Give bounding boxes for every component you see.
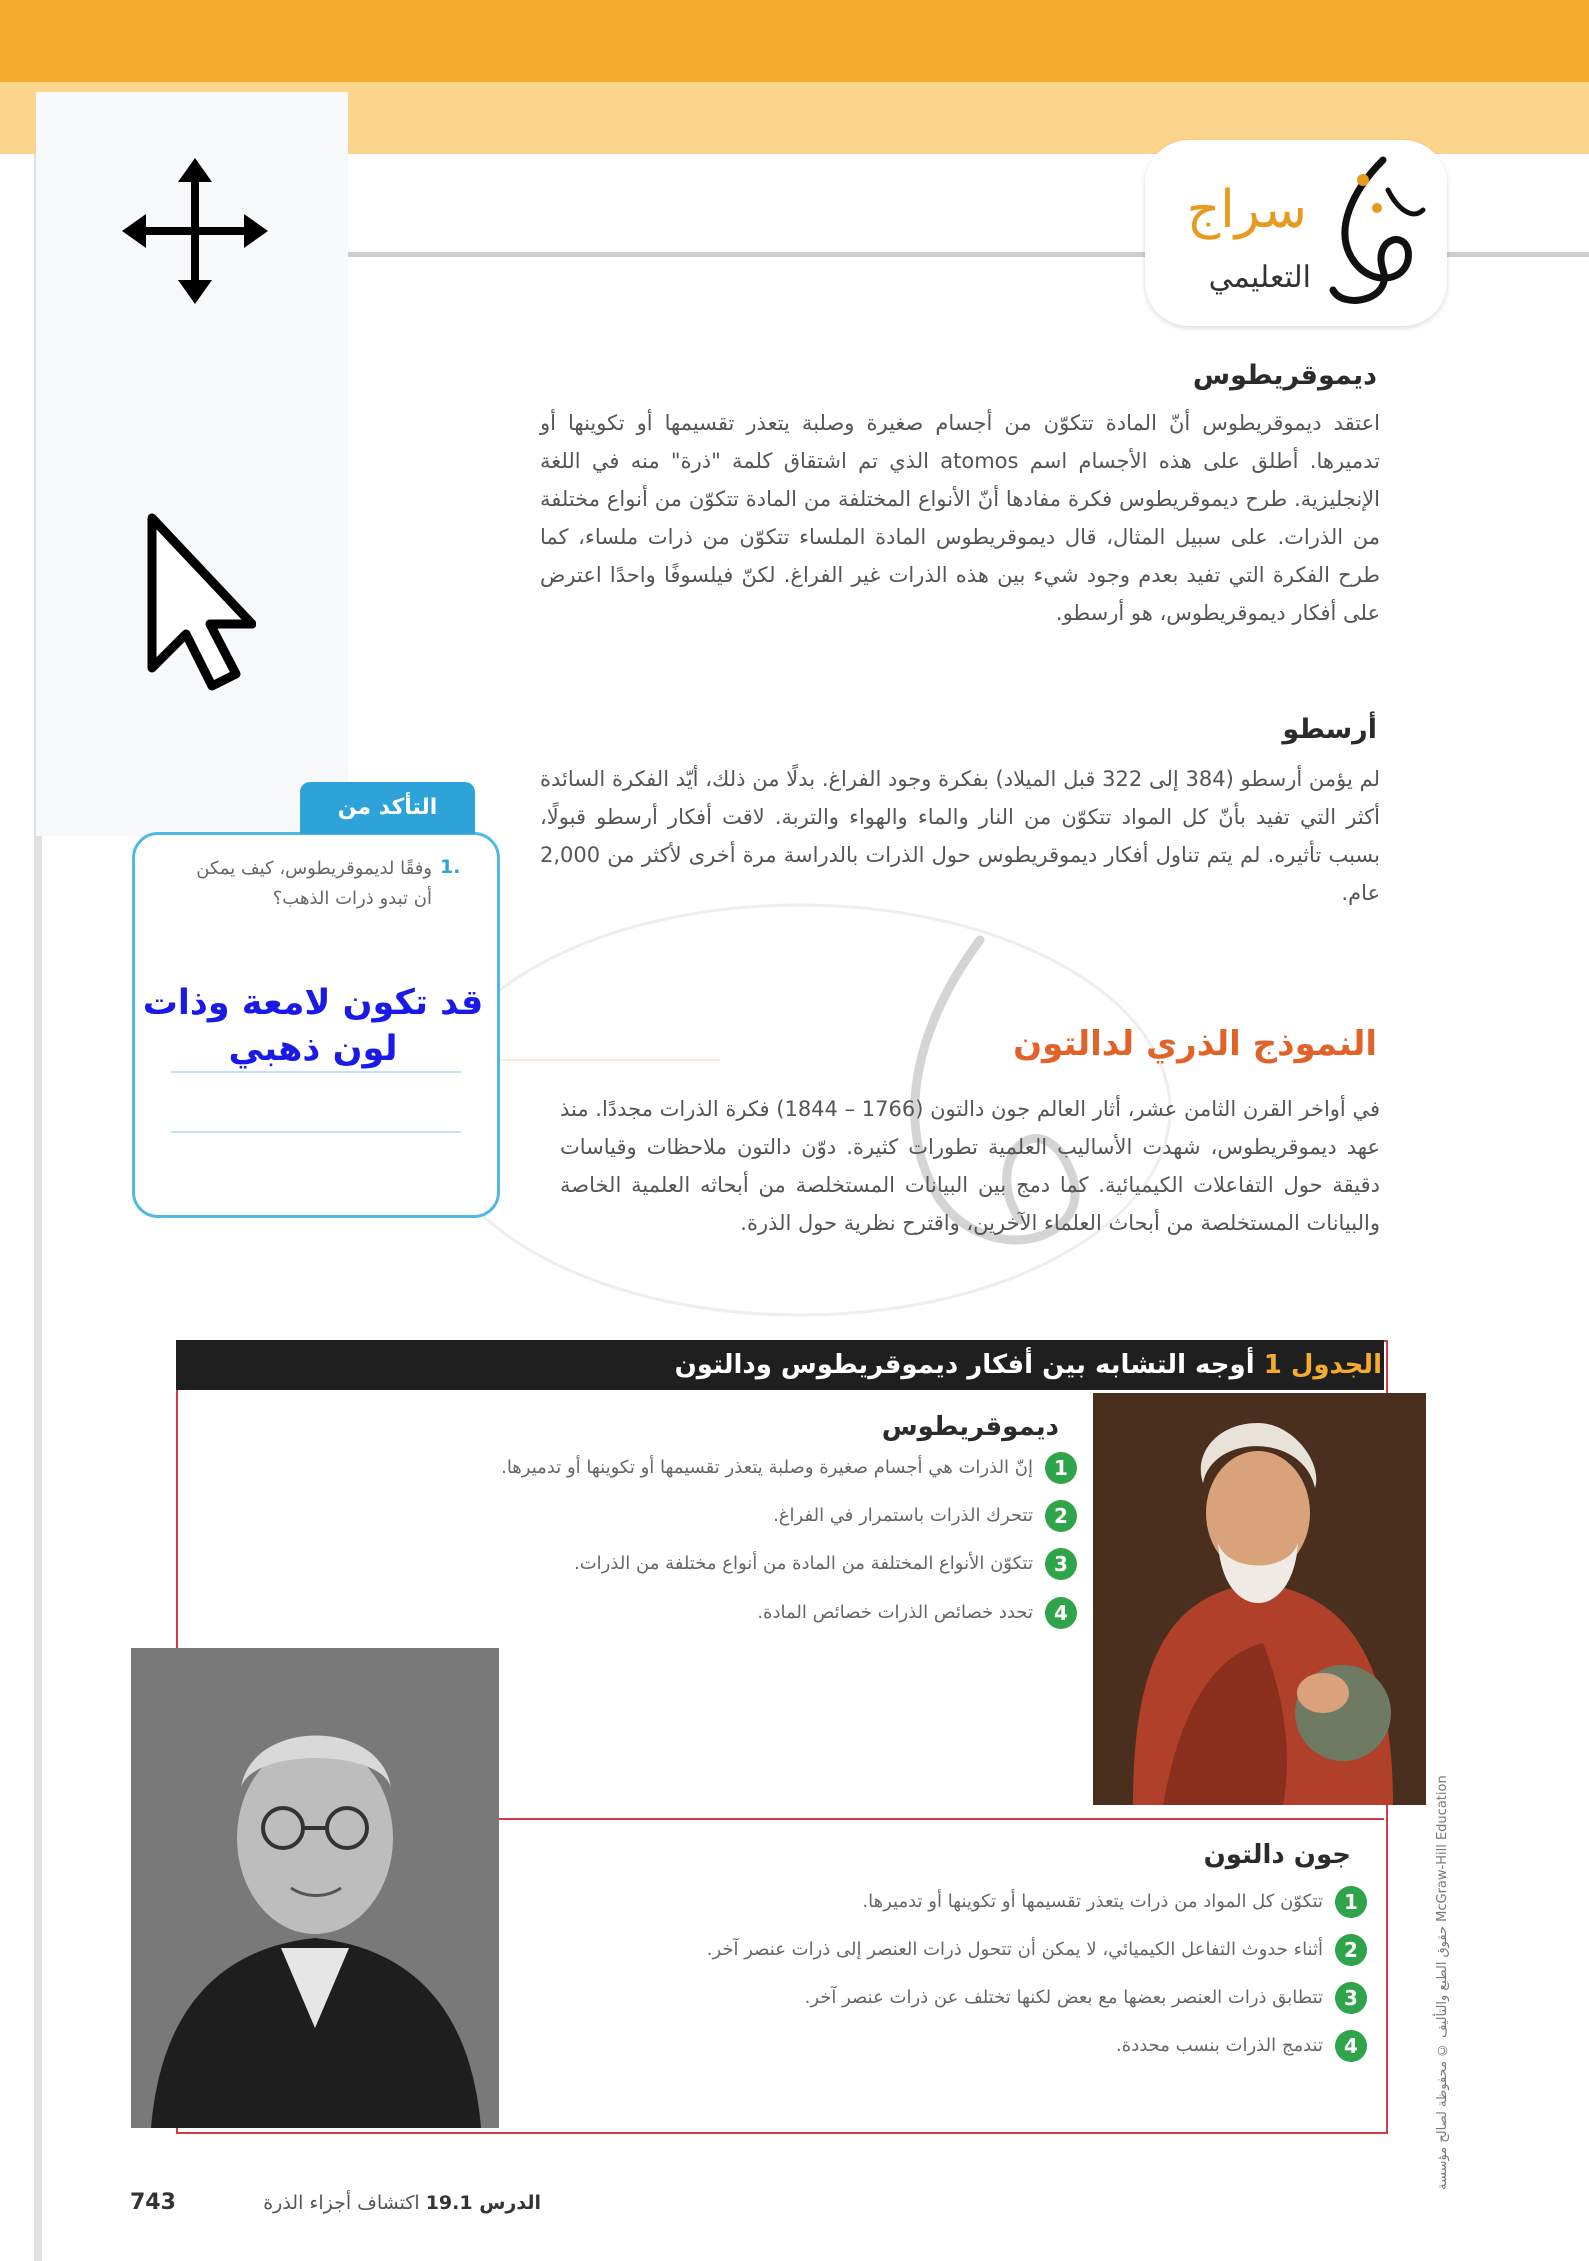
dalton-title: النموذج الذري لدالتون <box>1013 1024 1377 1064</box>
democritus-title: ديموقريطوس <box>1192 360 1377 391</box>
tool-overlay-panel <box>36 92 348 836</box>
move-icon[interactable] <box>120 156 270 306</box>
list-item: 3تتطابق ذرات العنصر بعضها مع بعض لكنها تختلف عن ذرات عنصر آخر. <box>805 1982 1367 2014</box>
sidebar-question: وفقًا لديموقريطوس، كيف يمكن أن تبدو ذرات الذهب؟ <box>196 858 432 909</box>
dalton-body: في أواخر القرن الثامن عشر، أثار العالم جون دالتون (1766 – 1844) فكرة الذرات مجددًا. منذ عهد ديموقريطوس، شهدت الأساليب العلمية تطورات كثيرة. دوّن دالتون ملاحظات وقياسات دقيقة حول التفاعلات الكيميائية. كما دمج بين البيانات المستخلصة من أبحاثه العلمية الخاصة والبيانات المستخلصة من أبحاث العلماء الآخرين، واقترح نظرية حول الذرة. <box>560 1097 1380 1235</box>
footer-lesson: الدرس 19.1 اكتشاف أجزاء الذرة <box>263 2192 541 2214</box>
answer-line <box>171 1131 461 1133</box>
number-badge: 4 <box>1045 1597 1077 1629</box>
democritus-portrait <box>1093 1393 1426 1805</box>
siraj-logo <box>1145 140 1447 326</box>
logo-subtitle: التعليمي <box>1208 260 1311 295</box>
page-number: 743 <box>130 2190 176 2215</box>
table-dalton-heading: جون دالتون <box>1203 1840 1351 1870</box>
list-item: 4تحدد خصائص الذرات خصائص المادة. <box>757 1597 1077 1629</box>
number-badge: 1 <box>1335 1886 1367 1918</box>
number-badge: 4 <box>1335 2030 1367 2062</box>
top-orange-band <box>0 0 1589 82</box>
aristotle-title: أرسطو <box>1282 714 1377 745</box>
list-item: 2أثناء حدوث التفاعل الكيميائي، لا يمكن أن تتحول ذرات العنصر إلى ذرات عنصر آخر. <box>707 1934 1367 1966</box>
number-badge: 2 <box>1335 1934 1367 1966</box>
list-item: 1تتكوّن كل المواد من ذرات يتعذر تقسيمها أو تكوينها أو تدميرها. <box>862 1886 1367 1918</box>
number-badge: 2 <box>1045 1500 1077 1532</box>
table-democritus-heading: ديموقريطوس <box>881 1412 1059 1442</box>
number-badge: 3 <box>1335 1982 1367 2014</box>
check-box-tab: التأكد من <box>300 782 475 834</box>
question-number: 1. <box>440 856 461 878</box>
logo-calligraphy-mark <box>1313 150 1431 320</box>
aristotle-body: لم يؤمن أرسطو (384 إلى 322 قبل الميلاد) بفكرة وجود الفراغ. بدلًا من ذلك، أيّد الفكرة السائدة أكثر التي تفيد بأنّ كل المواد تتكوّن من النار والماء والهواء والتربة. لاقت أفكار أرسطو قبولًا، بسبب تأثيره. لم يتم تناول أفكار ديموقريطوس حول الذرات بالدراسة مرة أخرى لأكثر من 2,000 عام. <box>540 767 1380 905</box>
list-item: 2تتحرك الذرات باستمرار في الفراغ. <box>773 1500 1077 1532</box>
dalton-portrait <box>131 1648 499 2128</box>
pointer-cursor-icon <box>146 512 256 692</box>
copyright-credit: حقوق الطبع والتأليف © محفوظة لصالح مؤسسة McGraw-Hill Education <box>1435 1775 1450 2190</box>
list-item: 1إنّ الذرات هي أجسام صغيرة وصلبة يتعذر تقسيمها أو تكوينها أو تدميرها. <box>501 1452 1077 1484</box>
democritus-body: اعتقد ديموقريطوس أنّ المادة تتكوّن من أجسام صغيرة وصلبة يتعذر تقسيمها أو تكوينها أو تدميرها. أطلق على هذه الأجسام اسم atomos الذي تم اشتقاق كلمة "ذرة" منه في اللغة الإنجليزية. طرح ديموقريطوس فكرة مفادها أنّ الأنواع المختلفة من المادة تتكوّن من أنواع مختلفة من الذرات. على سبيل المثال، قال ديموقريطوس المادة الملساء تتكوّن من ذرات ملساء، كما طرح الفكرة التي تفيد بعدم وجود شيء بين هذه الذرات غير الفراغ. لكنّ فيلسوفًا واحدًا اعترض على أفكار ديموقريطوس، هو أرسطو. <box>540 411 1380 625</box>
number-badge: 1 <box>1045 1452 1077 1484</box>
sidebar-answer[interactable]: قد تكون لامعة وذات لون ذهبي <box>142 983 484 1069</box>
table-label: الجدول 1 <box>1263 1350 1382 1380</box>
list-item: 3تتكوّن الأنواع المختلفة من المادة من أنواع مختلفة من الذرات. <box>574 1548 1077 1580</box>
logo-name: سراج <box>1186 180 1307 240</box>
list-item: 4تندمج الذرات بنسب محددة. <box>1116 2030 1367 2062</box>
table-title: أوجه التشابه بين أفكار ديموقريطوس ودالتون <box>674 1350 1255 1380</box>
number-badge: 3 <box>1045 1548 1077 1580</box>
table-caption <box>675 1350 1382 1380</box>
